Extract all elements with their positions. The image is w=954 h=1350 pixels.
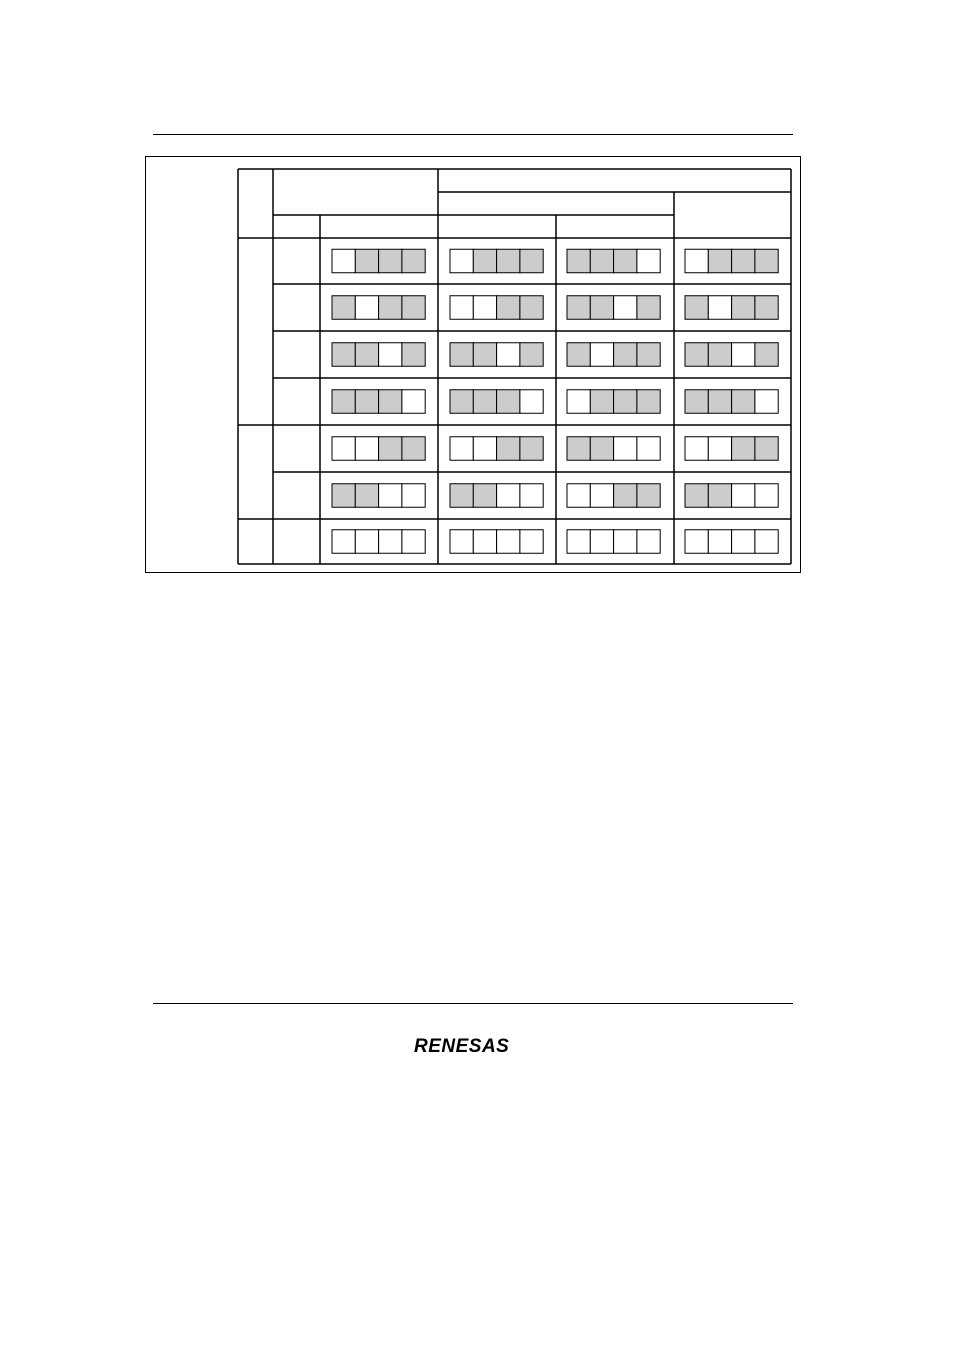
bit-box-shaded xyxy=(590,249,613,273)
bit-box-shaded xyxy=(708,343,731,367)
bit-box-shaded xyxy=(473,484,496,508)
bit-box-shaded xyxy=(379,437,402,461)
bit-box-shaded xyxy=(755,296,778,320)
bit-box-empty xyxy=(708,296,731,320)
bit-box-shaded xyxy=(332,296,355,320)
bit-box-shaded xyxy=(402,437,425,461)
bit-pattern-cell xyxy=(685,390,778,414)
bit-box-shaded xyxy=(379,390,402,414)
bit-box-empty xyxy=(450,249,473,273)
bit-box-shaded xyxy=(637,343,660,367)
bit-box-shaded xyxy=(520,296,543,320)
bit-box-shaded xyxy=(402,296,425,320)
bit-box-shaded xyxy=(637,296,660,320)
bit-box-shaded xyxy=(590,437,613,461)
bit-pattern-cell xyxy=(332,484,425,508)
bit-pattern-cell xyxy=(567,484,660,508)
bit-box-empty xyxy=(520,390,543,414)
bit-box-shaded xyxy=(567,249,590,273)
bit-pattern-cell xyxy=(567,437,660,461)
bit-box-empty xyxy=(637,437,660,461)
renesas-logo xyxy=(412,1034,534,1056)
bit-pattern-cell xyxy=(332,343,425,367)
bit-box-shaded xyxy=(332,343,355,367)
footer-rule xyxy=(153,1003,793,1004)
bit-box-empty xyxy=(473,530,496,554)
bit-box-shaded xyxy=(473,390,496,414)
bit-box-shaded xyxy=(450,343,473,367)
bit-pattern-cell xyxy=(450,390,543,414)
bit-box-empty xyxy=(379,530,402,554)
bit-pattern-cell xyxy=(685,343,778,367)
bit-box-empty xyxy=(473,437,496,461)
bit-box-empty xyxy=(685,437,708,461)
header-rule xyxy=(153,134,793,135)
bit-box-empty xyxy=(497,484,520,508)
bit-box-shaded xyxy=(379,249,402,273)
bit-box-shaded xyxy=(473,249,496,273)
bit-box-shaded xyxy=(355,390,378,414)
bit-pattern-table xyxy=(146,157,802,574)
bit-box-shaded xyxy=(332,390,355,414)
bit-box-shaded xyxy=(402,343,425,367)
bit-box-empty xyxy=(497,343,520,367)
bit-box-empty xyxy=(708,437,731,461)
bit-pattern-cell xyxy=(685,296,778,320)
bit-box-shaded xyxy=(567,343,590,367)
bit-pattern-cell xyxy=(685,530,778,554)
bit-box-empty xyxy=(355,437,378,461)
bit-box-shaded xyxy=(614,390,637,414)
bit-pattern-cell xyxy=(685,437,778,461)
bit-box-shaded xyxy=(708,390,731,414)
bit-box-empty xyxy=(614,437,637,461)
bit-box-empty xyxy=(685,249,708,273)
bit-box-empty xyxy=(637,249,660,273)
bit-pattern-cell xyxy=(450,249,543,273)
bit-pattern-cell xyxy=(567,530,660,554)
bit-pattern-cell xyxy=(450,484,543,508)
bit-box-shaded xyxy=(755,343,778,367)
bit-pattern-cell xyxy=(567,343,660,367)
bit-box-shaded xyxy=(590,296,613,320)
bit-box-shaded xyxy=(755,249,778,273)
bit-box-empty xyxy=(590,530,613,554)
bit-box-empty xyxy=(590,343,613,367)
bit-box-empty xyxy=(473,296,496,320)
bit-box-shaded xyxy=(520,249,543,273)
bit-pattern-cell xyxy=(332,437,425,461)
bit-pattern-cell xyxy=(450,437,543,461)
bit-box-shaded xyxy=(708,484,731,508)
bit-box-empty xyxy=(450,296,473,320)
bit-box-empty xyxy=(685,530,708,554)
bit-box-shaded xyxy=(332,484,355,508)
bit-box-empty xyxy=(732,530,755,554)
bit-box-shaded xyxy=(355,249,378,273)
bit-box-empty xyxy=(379,343,402,367)
bit-box-empty xyxy=(332,530,355,554)
bit-box-shaded xyxy=(520,343,543,367)
bit-box-shaded xyxy=(520,437,543,461)
bit-box-empty xyxy=(379,484,402,508)
bit-box-empty xyxy=(332,437,355,461)
bit-box-empty xyxy=(567,530,590,554)
bit-box-shaded xyxy=(567,437,590,461)
bit-box-shaded xyxy=(732,249,755,273)
bit-box-shaded xyxy=(732,296,755,320)
bit-box-shaded xyxy=(755,437,778,461)
bit-box-empty xyxy=(402,484,425,508)
bit-box-shaded xyxy=(567,296,590,320)
bit-box-empty xyxy=(402,390,425,414)
bit-box-empty xyxy=(590,484,613,508)
bit-box-empty xyxy=(520,530,543,554)
bit-box-empty xyxy=(755,390,778,414)
bit-box-shaded xyxy=(450,390,473,414)
bit-box-shaded xyxy=(497,437,520,461)
bit-box-shaded xyxy=(379,296,402,320)
bit-box-shaded xyxy=(708,249,731,273)
bit-box-empty xyxy=(708,530,731,554)
bit-box-shaded xyxy=(614,484,637,508)
bit-box-shaded xyxy=(450,484,473,508)
bit-box-shaded xyxy=(685,390,708,414)
bit-pattern-cell xyxy=(332,249,425,273)
bit-box-shaded xyxy=(732,390,755,414)
bit-box-empty xyxy=(567,390,590,414)
bit-box-empty xyxy=(637,530,660,554)
bit-box-shaded xyxy=(355,343,378,367)
bit-box-shaded xyxy=(637,390,660,414)
bit-pattern-cell xyxy=(332,530,425,554)
bit-pattern-cell xyxy=(567,390,660,414)
bit-box-shaded xyxy=(497,249,520,273)
bit-box-shaded xyxy=(590,390,613,414)
bit-box-shaded xyxy=(473,343,496,367)
bit-box-shaded xyxy=(614,249,637,273)
bit-pattern-cell xyxy=(450,343,543,367)
figure-frame xyxy=(145,156,801,573)
bit-box-empty xyxy=(732,343,755,367)
bit-box-shaded xyxy=(355,484,378,508)
bit-pattern-cell xyxy=(685,484,778,508)
bit-pattern-cell xyxy=(332,390,425,414)
bit-pattern-cell xyxy=(450,296,543,320)
bit-box-empty xyxy=(567,484,590,508)
bit-box-empty xyxy=(402,530,425,554)
bit-box-empty xyxy=(332,249,355,273)
bit-box-empty xyxy=(450,437,473,461)
bit-pattern-cell xyxy=(567,249,660,273)
bit-box-empty xyxy=(520,484,543,508)
bit-box-empty xyxy=(355,530,378,554)
bit-box-shaded xyxy=(497,390,520,414)
bit-pattern-cell xyxy=(567,296,660,320)
bit-box-shaded xyxy=(685,484,708,508)
logo-wordmark: RENESAS xyxy=(414,1036,510,1056)
bit-box-empty xyxy=(614,296,637,320)
bit-box-empty xyxy=(732,484,755,508)
bit-pattern-cell xyxy=(450,530,543,554)
bit-box-empty xyxy=(497,530,520,554)
bit-box-empty xyxy=(755,484,778,508)
bit-box-shaded xyxy=(497,296,520,320)
bit-box-empty xyxy=(614,530,637,554)
bit-box-shaded xyxy=(614,343,637,367)
bit-box-shaded xyxy=(637,484,660,508)
bit-pattern-cell xyxy=(685,249,778,273)
bit-pattern-cell xyxy=(332,296,425,320)
bit-box-shaded xyxy=(732,437,755,461)
bit-box-empty xyxy=(355,296,378,320)
bit-box-shaded xyxy=(685,343,708,367)
bit-box-empty xyxy=(450,530,473,554)
bit-box-shaded xyxy=(685,296,708,320)
bit-box-empty xyxy=(755,530,778,554)
bit-box-shaded xyxy=(402,249,425,273)
